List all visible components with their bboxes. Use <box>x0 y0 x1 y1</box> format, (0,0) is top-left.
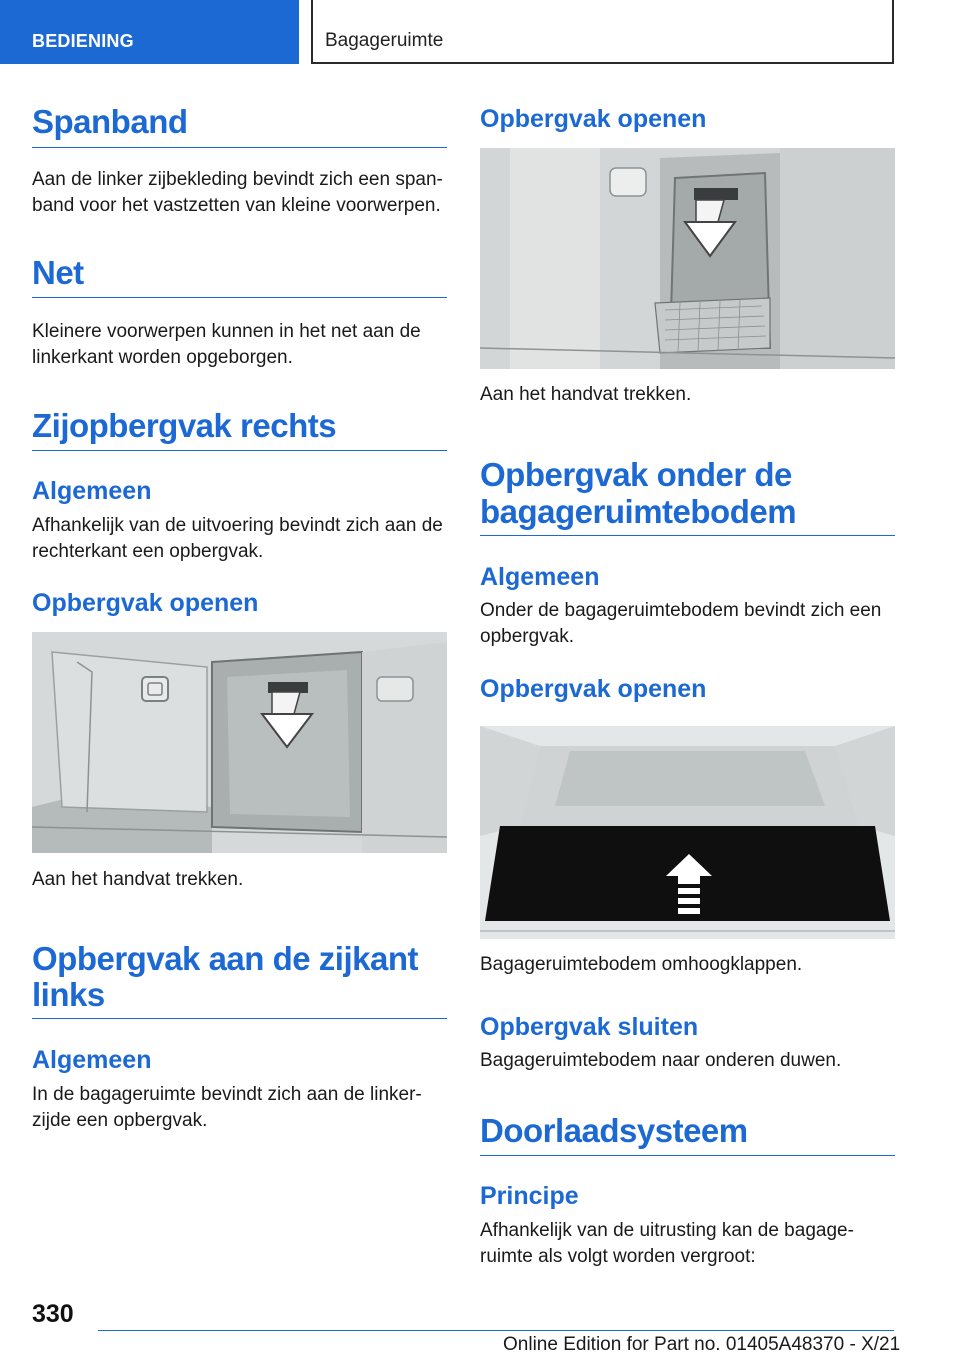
heading-spanband: Spanband <box>32 103 188 140</box>
heading-net: Net <box>32 254 84 291</box>
paragraph-line: zijde een opbergvak. <box>32 1110 208 1131</box>
paragraph-line: In de bagageruimte bevindt zich aan de linker- <box>32 1084 422 1105</box>
heading-rule <box>32 147 447 148</box>
subheading-principe: Principe <box>480 1182 579 1210</box>
heading-rule <box>480 1155 895 1156</box>
paragraph-line: Kleinere voorwerpen kunnen in het net aan de <box>32 321 421 342</box>
subheading-algemeen: Algemeen <box>480 563 600 591</box>
paragraph-line: Aan de linker zijbekleding bevindt zich een span- <box>32 169 443 190</box>
subheading-opbergvak-sluiten: Opbergvak sluiten <box>480 1013 699 1041</box>
section-label: BEDIENING <box>32 31 134 51</box>
paragraph-line: Onder de bagageruimtebodem bevindt zich een <box>480 600 882 621</box>
heading-zijopbergvak: Zijopbergvak rechts <box>32 407 337 444</box>
paragraph-line: Afhankelijk van de uitrusting kan de bagage- <box>480 1220 854 1241</box>
heading-opbergvak-links: Opbergvak aan de zijkant <box>32 940 418 977</box>
paragraph-line: Afhankelijk van de uitvoering bevindt zich aan de <box>32 515 443 536</box>
paragraph-line: opbergvak. <box>480 626 575 647</box>
heading-opbergvak-bodem-line2: bagageruimtebodem <box>480 493 797 530</box>
heading-doorlaadsysteem: Doorlaadsysteem <box>480 1112 748 1149</box>
subheading-opbergvak-openen: Opbergvak openen <box>32 589 259 617</box>
floor-illustration <box>480 726 895 939</box>
paragraph-line: linkerkant worden opgeborgen. <box>32 347 293 368</box>
compartment-illustration <box>32 632 447 853</box>
figure-caption: Bagageruimtebodem omhoogklappen. <box>480 954 803 975</box>
heading-rule <box>32 297 447 298</box>
page-number: 330 <box>32 1300 74 1328</box>
footer-rule <box>98 1330 894 1331</box>
subheading-opbergvak-openen: Opbergvak openen <box>480 675 707 703</box>
heading-rule <box>32 1018 447 1019</box>
chapter-tab <box>311 0 894 64</box>
heading-opbergvak-links-line2: links <box>32 976 105 1013</box>
subheading-algemeen: Algemeen <box>32 1046 152 1074</box>
paragraph-line: band voor het vastzetten van kleine voorwerpen. <box>32 195 441 216</box>
chapter-label: Bagageruimte <box>325 30 444 51</box>
compartment-illustration <box>480 148 895 369</box>
subheading-opbergvak-openen: Opbergvak openen <box>480 105 707 133</box>
paragraph-line: ruimte als volgt worden vergroot: <box>480 1246 756 1267</box>
paragraph-line: rechterkant een opbergvak. <box>32 541 264 562</box>
figure-right-compartment <box>32 632 447 853</box>
paragraph-line: Bagageruimtebodem naar onderen duwen. <box>480 1050 842 1071</box>
edition-line: Online Edition for Part no. 01405A48370 - X/21 <box>503 1334 901 1355</box>
heading-opbergvak-bodem: Opbergvak onder de <box>480 456 792 493</box>
figure-left-compartment <box>480 148 895 369</box>
figure-floor-compartment <box>480 726 895 939</box>
heading-rule <box>32 450 447 451</box>
figure-caption: Aan het handvat trekken. <box>32 869 244 890</box>
heading-rule <box>480 535 895 536</box>
section-tab <box>0 0 299 64</box>
subheading-algemeen: Algemeen <box>32 477 152 505</box>
figure-caption: Aan het handvat trekken. <box>480 384 692 405</box>
